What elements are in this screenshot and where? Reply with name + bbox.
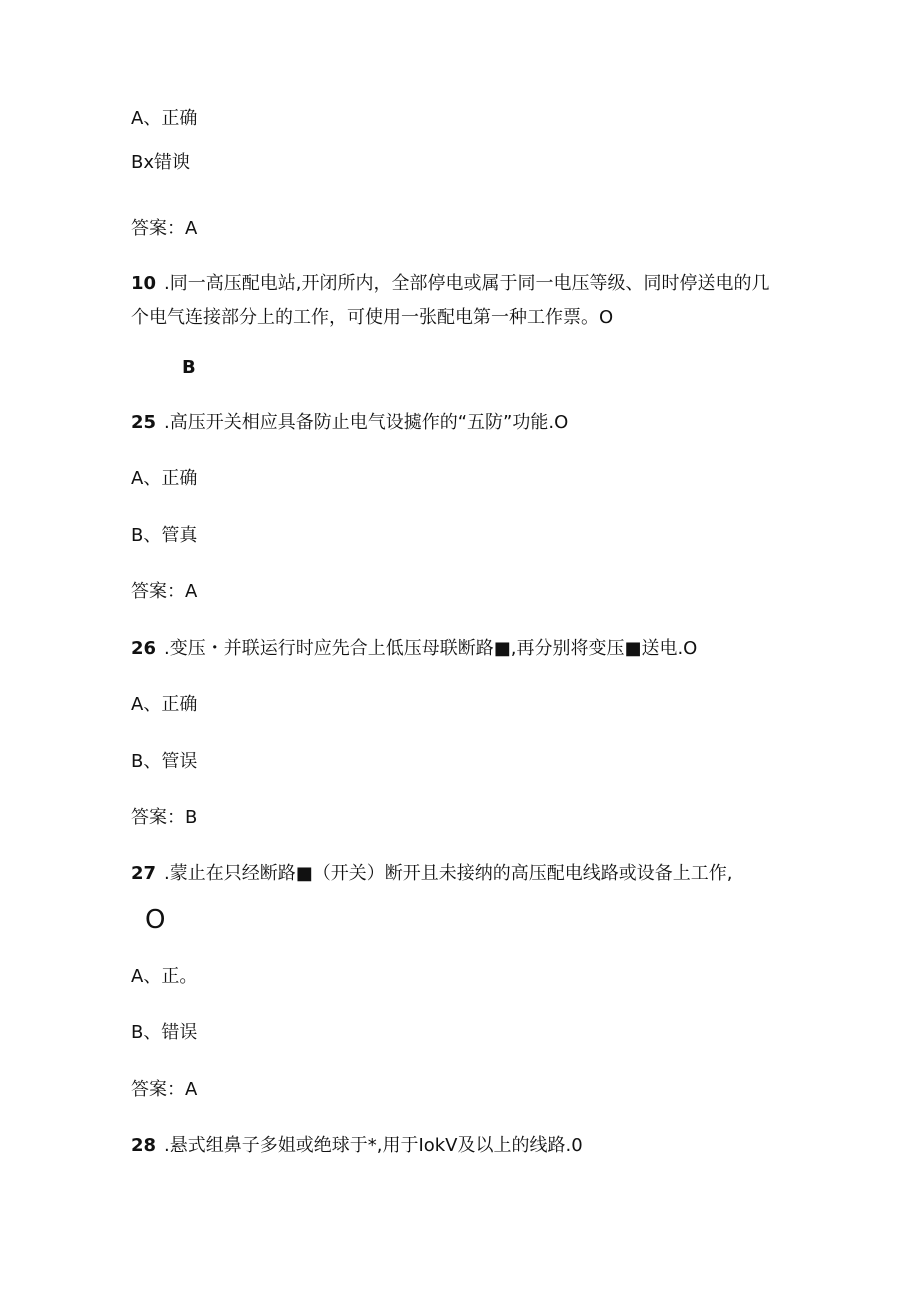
question-25 (131, 411, 568, 435)
question-text: .悬式组鼻子多姐或绝球于*,用于IokV及以上的线路.0 (164, 1135, 583, 1156)
question-27 (131, 862, 732, 886)
question-text: .同一高压配电站,开闭所内，全部停电或属于同一电压等级、同时停送电的几 (164, 273, 770, 294)
question-number: 28 (131, 1135, 157, 1156)
question-text: .变压・并联运行时应先合上低压母联断路■,再分别将变压■送电.O (164, 638, 698, 659)
answer: 答案：B (131, 807, 198, 828)
question-26 (131, 637, 697, 661)
question-text: .蒙止在只经断路■（开关）断开且未接纳的高压配电线路或设备上工作, (164, 863, 733, 884)
option-a: A、正确 (131, 108, 198, 129)
question-10 (131, 272, 769, 296)
answer-placeholder: O (145, 905, 166, 935)
option-a: A、正确 (131, 468, 198, 489)
answer: 答案：A (131, 218, 198, 239)
question-number: 10 (131, 273, 157, 294)
option-b: B、错误 (131, 1022, 198, 1043)
question-28 (131, 1134, 583, 1158)
option-b: Bx错谀 (131, 152, 191, 173)
question-number: 25 (131, 412, 157, 433)
answer: 答案：A (131, 1079, 198, 1100)
option-b: B、管真 (131, 525, 198, 546)
option-b: B、管误 (131, 751, 198, 772)
answer: 答案：A (131, 581, 198, 602)
answer-letter: B (182, 357, 196, 378)
option-a: A、正。 (131, 966, 198, 987)
question-number: 26 (131, 638, 157, 659)
question-text: .高压开关相应具备防止电气设㨿作的“五防”功能.O (164, 412, 569, 433)
option-a: A、正确 (131, 694, 198, 715)
question-10-continued: 个电气连接部分上的工作，可使用一张配电第一种工作票。O (131, 307, 614, 328)
question-number: 27 (131, 863, 157, 884)
